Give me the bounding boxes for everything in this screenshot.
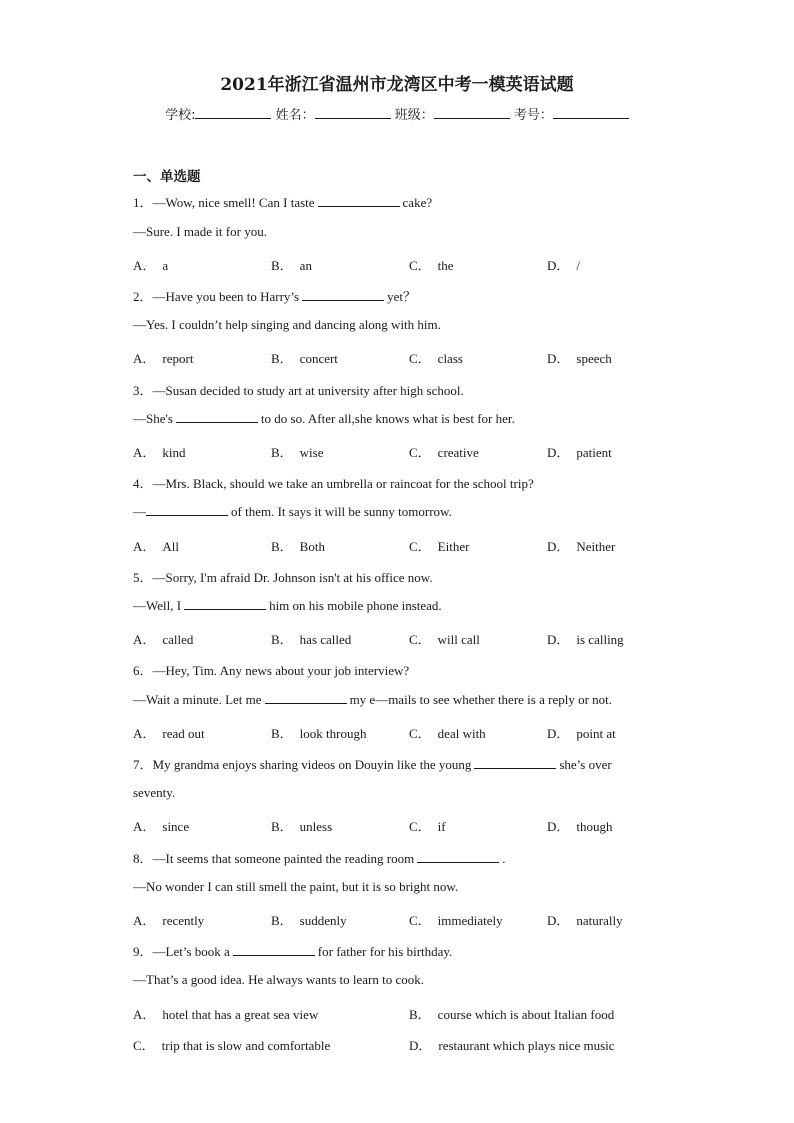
answer-blank[interactable] [318, 195, 400, 207]
option-d[interactable]: D． though [547, 819, 613, 834]
question-8-reply: —No wonder I can still smell the paint, but it is so bright now. [133, 879, 459, 894]
school-label: 学校: [165, 108, 196, 123]
option-a[interactable]: A． since [133, 819, 190, 834]
option-d[interactable]: D． point at [547, 726, 616, 741]
option-a[interactable]: A． a [133, 258, 169, 273]
option-b[interactable]: B． course which is about Italian food [409, 1007, 615, 1022]
option-b[interactable]: B． unless [271, 819, 333, 834]
question-4-reply: — of them. It says it will be sunny tomorrow. [133, 504, 452, 519]
answer-blank[interactable] [233, 944, 315, 956]
question-9-stem: 9．—Let’s book a for father for his birthday. [133, 944, 453, 959]
number-blank[interactable] [553, 106, 629, 119]
answer-blank[interactable] [474, 757, 556, 769]
option-c[interactable]: C． the [409, 258, 454, 273]
option-c[interactable]: C． will call [409, 632, 480, 647]
answer-blank[interactable] [146, 504, 228, 516]
class-label: 班级： [394, 108, 434, 123]
option-d[interactable]: D． naturally [547, 913, 623, 928]
option-d[interactable]: D． restaurant which plays nice music [409, 1038, 615, 1053]
question-number: 6． [133, 663, 153, 678]
question-5-reply: —Well, I him on his mobile phone instead. [133, 598, 442, 613]
option-c[interactable]: C． Either [409, 539, 470, 554]
option-c[interactable]: C． immediately [409, 913, 503, 928]
number-label: 考号： [513, 108, 553, 123]
option-a[interactable]: A． All [133, 539, 180, 554]
option-b[interactable]: B． concert [271, 351, 338, 366]
option-b[interactable]: B． look through [271, 726, 367, 741]
option-a[interactable]: A． called [133, 632, 194, 647]
question-2-stem: 2．—Have you been to Harry’s yet？ [133, 289, 416, 304]
question-number: 9． [133, 944, 153, 959]
answer-blank[interactable] [184, 598, 266, 610]
option-a[interactable]: A． kind [133, 445, 186, 460]
question-number: 4． [133, 476, 153, 491]
question-9-reply: —That’s a good idea. He always wants to learn to cook. [133, 972, 424, 987]
question-1-stem: 1．—Wow, nice smell! Can I taste cake? [133, 195, 433, 210]
option-a[interactable]: A． read out [133, 726, 205, 741]
option-c[interactable]: C． deal with [409, 726, 486, 741]
question-7-stem: 7．My grandma enjoys sharing videos on Douyin like the young she’s over [133, 757, 612, 772]
option-b[interactable]: B． an [271, 258, 312, 273]
question-2-reply: —Yes. I couldn’t help singing and dancing along with him. [133, 317, 441, 332]
option-a[interactable]: A． report [133, 351, 194, 366]
option-d[interactable]: D． is calling [547, 632, 624, 647]
question-6-stem: 6．—Hey, Tim. Any news about your job interview? [133, 663, 410, 678]
option-c[interactable]: C． if [409, 819, 446, 834]
answer-blank[interactable] [265, 692, 347, 704]
question-number: 8． [133, 851, 153, 866]
question-number: 5． [133, 570, 153, 585]
question-4-stem: 4．—Mrs. Black, should we take an umbrella or raincoat for the school trip? [133, 476, 534, 491]
question-5-stem: 5．—Sorry, I'm afraid Dr. Johnson isn't at his office now. [133, 570, 433, 585]
option-b[interactable]: B． Both [271, 539, 325, 554]
student-info-row [0, 104, 794, 123]
school-blank[interactable] [195, 106, 271, 119]
question-3-reply: —She's to do so. After all,she knows what is best for her. [133, 411, 515, 426]
option-d[interactable]: D． patient [547, 445, 612, 460]
option-b[interactable]: B． wise [271, 445, 324, 460]
name-label: 姓名： [275, 108, 315, 123]
question-3-stem: 3．—Susan decided to study art at university after high school. [133, 383, 464, 398]
option-d[interactable]: D． speech [547, 351, 612, 366]
answer-blank[interactable] [417, 851, 499, 863]
option-d[interactable]: D． Neither [547, 539, 616, 554]
question-number: 3． [133, 383, 153, 398]
answer-blank[interactable] [302, 289, 384, 301]
option-d[interactable]: D． / [547, 258, 581, 273]
option-a[interactable]: A． recently [133, 913, 205, 928]
section-heading: 一、单选题 [133, 169, 201, 185]
answer-blank[interactable] [176, 411, 258, 423]
question-7-continuation: seventy. [133, 785, 176, 800]
question-6-reply: —Wait a minute. Let me my e—mails to see whether there is a reply or not. [133, 692, 613, 707]
question-8-stem: 8．—It seems that someone painted the reading room . [133, 851, 506, 866]
option-c[interactable]: C． trip that is slow and comfortable [133, 1038, 331, 1053]
question-number: 1． [133, 195, 153, 210]
question-number: 7． [133, 757, 153, 772]
class-blank[interactable] [434, 106, 510, 119]
option-a[interactable]: A． hotel that has a great sea view [133, 1007, 319, 1022]
question-number: 2． [133, 289, 153, 304]
option-c[interactable]: C． creative [409, 445, 479, 460]
question-1-reply: —Sure. I made it for you. [133, 224, 267, 239]
name-blank[interactable] [315, 106, 391, 119]
option-b[interactable]: B． suddenly [271, 913, 347, 928]
option-c[interactable]: C． class [409, 351, 463, 366]
option-b[interactable]: B． has called [271, 632, 352, 647]
exam-title: 2021年浙江省温州市龙湾区中考一模英语试题 [220, 75, 574, 95]
